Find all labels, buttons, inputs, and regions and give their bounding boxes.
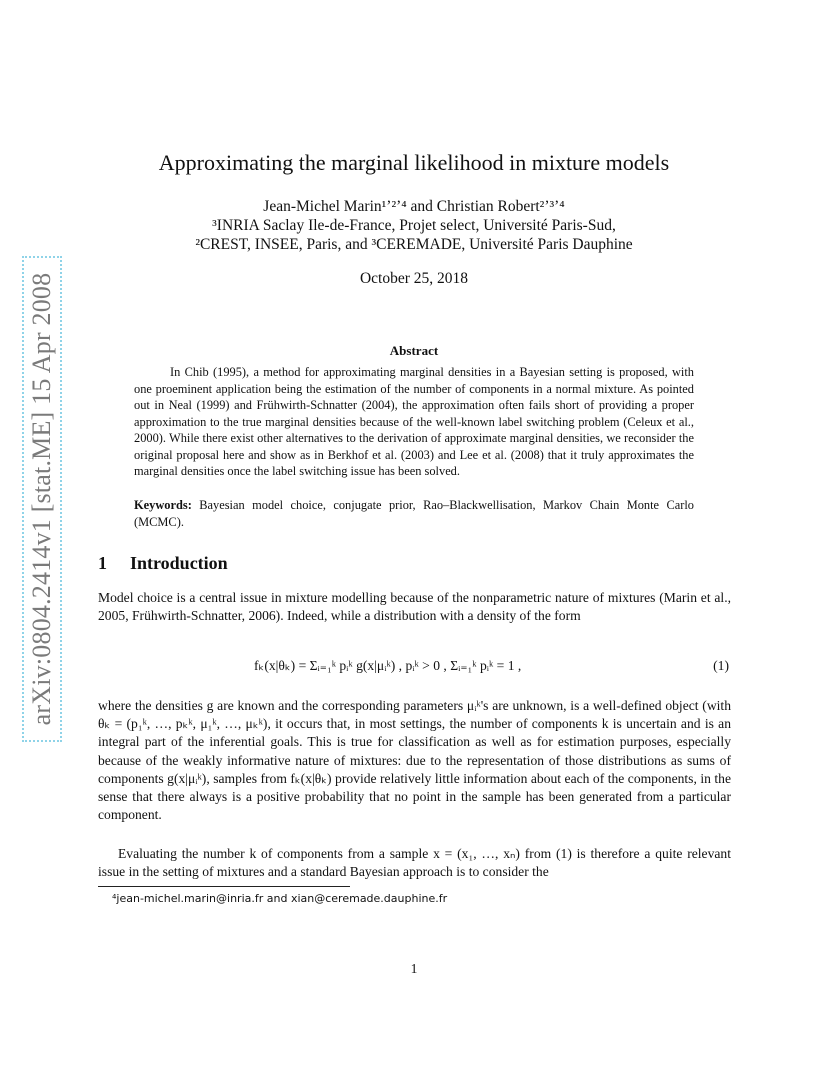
keywords-label: Keywords:: [134, 498, 192, 512]
abstract-text: In Chib (1995), a method for approximating marginal densities in a Bayesian setting is proposed, with one proeminent application being the estimation of the number of components in a normal mixture. As pointed out in Neal (1999) and Frühwirth-Schnatter (2004), the approximation often fails short of providing a proper approximation to the true marginal densities because of the well-known label switching problem (Celeux et al., 2000). While there exist other alternatives to the derivation of approximate marginal densities, we reconsider the original proposal here and show as in Berkhof et al. (2003) and Lee et al. (2008) that it truly approximates the marginal densities once the label switching issue has been solved.: [134, 365, 694, 478]
keywords-text: Bayesian model choice, conjugate prior, Rao–Blackwellisation, Markov Chain Monte Carlo (MCMC).: [134, 498, 694, 529]
equation-number: (1): [713, 658, 729, 673]
paper-date: October 25, 2018: [359, 270, 469, 287]
paragraph-2: where the densities g are known and the corresponding parameters μᵢᵏ's are unknown, is a well-defined object (with θₖ = (p₁ᵏ, …, pₖᵏ, μ₁ᵏ, …, μₖᵏ), it occurs that, in most settings, the number of components k is uncertain and is an integral part of the inferential goals. This is true for classification as well as for estimation purposes, especially because of the weakly informative nature of mixtures: due to the representation of those distributions as sums of components g(x|μᵢᵏ), samples from fₖ(x|θₖ) provide relatively little information about each of the components, in the sense that there always is a positive probability that no point in the sample has been generated from a particular component.: [98, 698, 731, 823]
abstract-heading: Abstract: [389, 343, 439, 358]
equation-1: [98, 646, 731, 692]
footnote-rule: [98, 886, 350, 887]
page-number: 1: [410, 961, 418, 976]
footnote: ⁴jean-michel.marin@inria.fr and xian@ceremade.dauphine.fr: [112, 892, 448, 905]
paragraph-1: Model choice is a central issue in mixture modelling because of the nonparametric nature of mixtures (Marin et al., 2005, Frühwirth-Schnatter, 2006). Indeed, while a distribution with a density of the form: [98, 590, 731, 624]
paragraph-3: Evaluating the number k of components from a sample x = (x₁, …, xₙ) from (1) is therefore a quite relevant issue in the setting of mixtures and a standard Bayesian approach is to consider the: [98, 846, 731, 880]
arxiv-identifier[interactable]: [22, 256, 62, 742]
section-number: 1: [98, 553, 107, 573]
keywords: [134, 497, 694, 530]
paper-title: Approximating the marginal likelihood in mixture models: [158, 150, 670, 175]
arxiv-identifier-text: arXiv:0804.2414v1 [stat.ME] 15 Apr 2008: [27, 272, 56, 726]
affiliation-crest: ²CREST, INSEE, Paris, and ³CEREMADE, Université Paris Dauphine: [195, 236, 633, 253]
section-title: Introduction: [130, 553, 228, 573]
equation-formula: fₖ(x|θₖ) = Σᵢ₌₁ᵏ pᵢᵏ g(x|μᵢᵏ) , pᵢᵏ > 0 , Σᵢ₌₁ᵏ pᵢᵏ = 1 ,: [254, 658, 522, 673]
affiliation-inria: ³INRIA Saclay Ile-de-France, Projet select, Université Paris-Sud,: [212, 217, 616, 234]
author-names: Jean-Michel Marin¹ʼ²ʼ⁴ and Christian Robert²ʼ³ʼ⁴: [263, 198, 565, 215]
section-heading: [98, 553, 228, 574]
author-block: [0, 197, 828, 254]
